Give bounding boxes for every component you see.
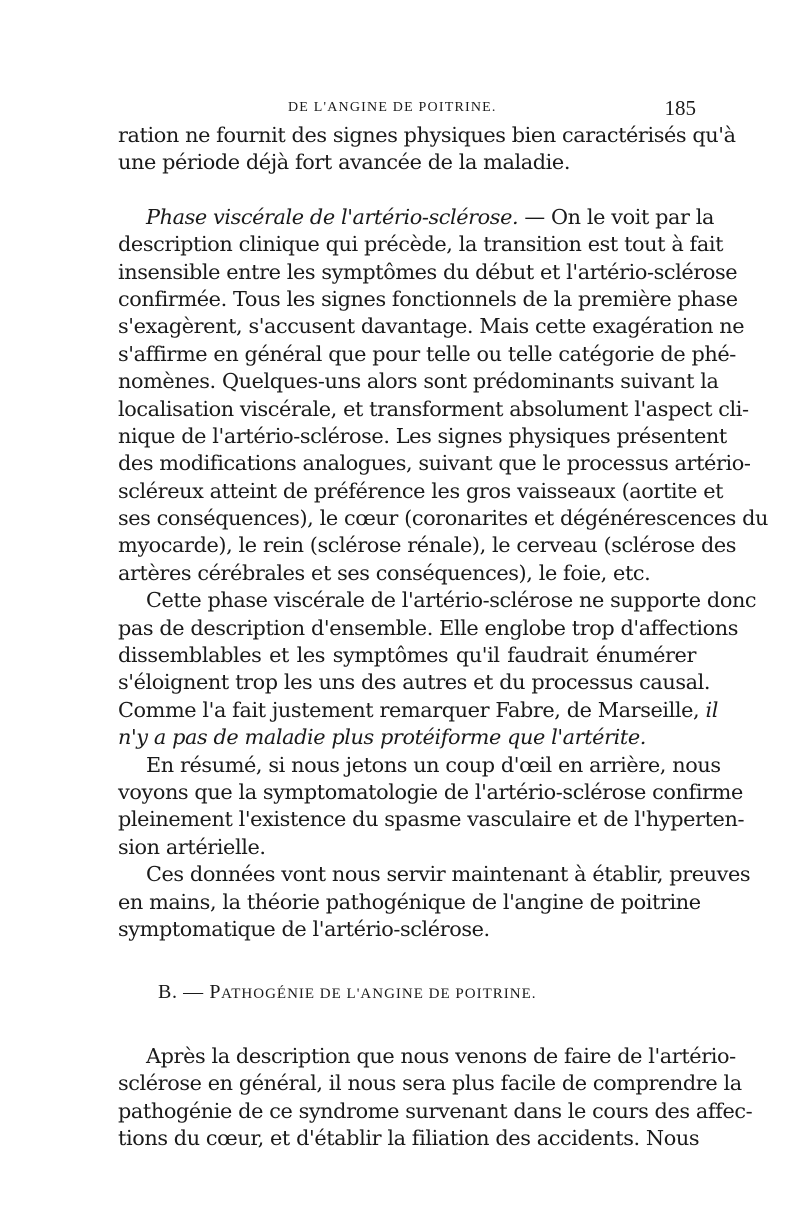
text-line: symptomatique de l'artério-sclérose.	[118, 916, 490, 941]
text-line: confirmée. Tous les signes fonctionnels de la première phase	[118, 286, 738, 311]
text-line: des modifications analogues, suivant que le processus artério-	[118, 451, 751, 476]
text-line: localisation viscérale, et transforment absolument l'aspect cli-	[118, 396, 749, 421]
text-line: myocarde), le rein (sclérose rénale), le cerveau (sclérose des	[118, 533, 737, 558]
text-line: dissemblables et les symptômes qu'il faudrait énumérer	[118, 643, 696, 668]
text-line: voyons que la symptomatologie de l'artério-sclérose confirme	[118, 779, 743, 804]
text-run: Comme l'a fait justement remarquer Fabre, de Marseille,	[118, 697, 700, 722]
text-line: scléreux atteint de préférence les gros vaisseaux (aortite et	[118, 478, 724, 503]
text-line: nique de l'artério-sclérose. Les signes physiques présentent	[118, 423, 727, 448]
text-line: Ces données vont nous servir maintenant à établir, preuves	[146, 862, 751, 887]
text-line: En résumé, si nous jetons un coup d'œil en arrière, nous	[146, 752, 721, 777]
text-line: s'affirme en général que pour telle ou telle catégorie de phé-	[118, 341, 736, 366]
section-gap	[118, 943, 696, 979]
text-line: tions du cœur, et d'établir la filiation des accidents. Nous	[118, 1125, 700, 1150]
text-line: ses conséquences), le cœur (coronarites et dégénérescences du	[118, 506, 769, 531]
text-line: pas de description d'ensemble. Elle englobe trop d'affections	[118, 615, 739, 640]
italic-run: il	[705, 697, 718, 722]
text-line: s'exagèrent, s'accusent davantage. Mais cette exagération ne	[118, 314, 745, 339]
text-line: Cette phase viscérale de l'artério-sclérose ne supporte donc	[146, 588, 757, 613]
section-heading	[158, 979, 696, 1006]
text-line: insensible entre les symptômes du début et l'artério-sclérose	[118, 259, 738, 284]
page-number: 185	[664, 96, 696, 120]
text-line: description clinique qui précède, la transition est tout à fait	[118, 232, 724, 257]
text-line: pleinement l'existence du spasme vasculaire et de l'hyperten-	[118, 807, 745, 832]
paragraph-gap	[118, 177, 696, 204]
section-heading-lead: B. — P	[158, 981, 222, 1004]
text-line: sion artérielle.	[118, 834, 266, 859]
section-gap	[118, 1007, 696, 1043]
section-heading-smallcaps: ATHOGÉNIE DE L'ANGINE DE POITRINE.	[221, 986, 537, 1003]
text-line: pathogénie de ce syndrome survenant dans le cours des affec-	[118, 1098, 753, 1123]
text-line: en mains, la théorie pathogénique de l'angine de poitrine	[118, 889, 701, 914]
italic-run-heading: Phase viscérale de l'artério-sclérose.	[146, 204, 519, 229]
running-head: DE L'ANGINE DE POITRINE.	[288, 100, 497, 115]
page-body	[118, 122, 769, 1152]
text-line: artères cérébrales et ses conséquences), le foie, etc.	[118, 560, 651, 585]
text-line: nomènes. Quelques-uns alors sont prédominants suivant la	[118, 369, 719, 394]
text-line: Après la description que nous venons de faire de l'artério-	[146, 1043, 736, 1068]
text-line: s'éloignent trop les uns des autres et du processus causal.	[118, 670, 711, 695]
italic-run: n'y a pas de maladie plus protéiforme que l'artérite.	[118, 725, 646, 750]
text-line	[118, 697, 718, 724]
text-line: une période déjà fort avancée de la maladie.	[118, 150, 571, 175]
text-line: sclérose en général, il nous sera plus facile de comprendre la	[118, 1071, 742, 1096]
text-line: ration ne fournit des signes physiques bien caractérisés qu'à	[118, 123, 736, 147]
text-line	[118, 724, 696, 751]
text-run: — On le voit par la	[518, 204, 715, 229]
text-line	[118, 204, 715, 231]
